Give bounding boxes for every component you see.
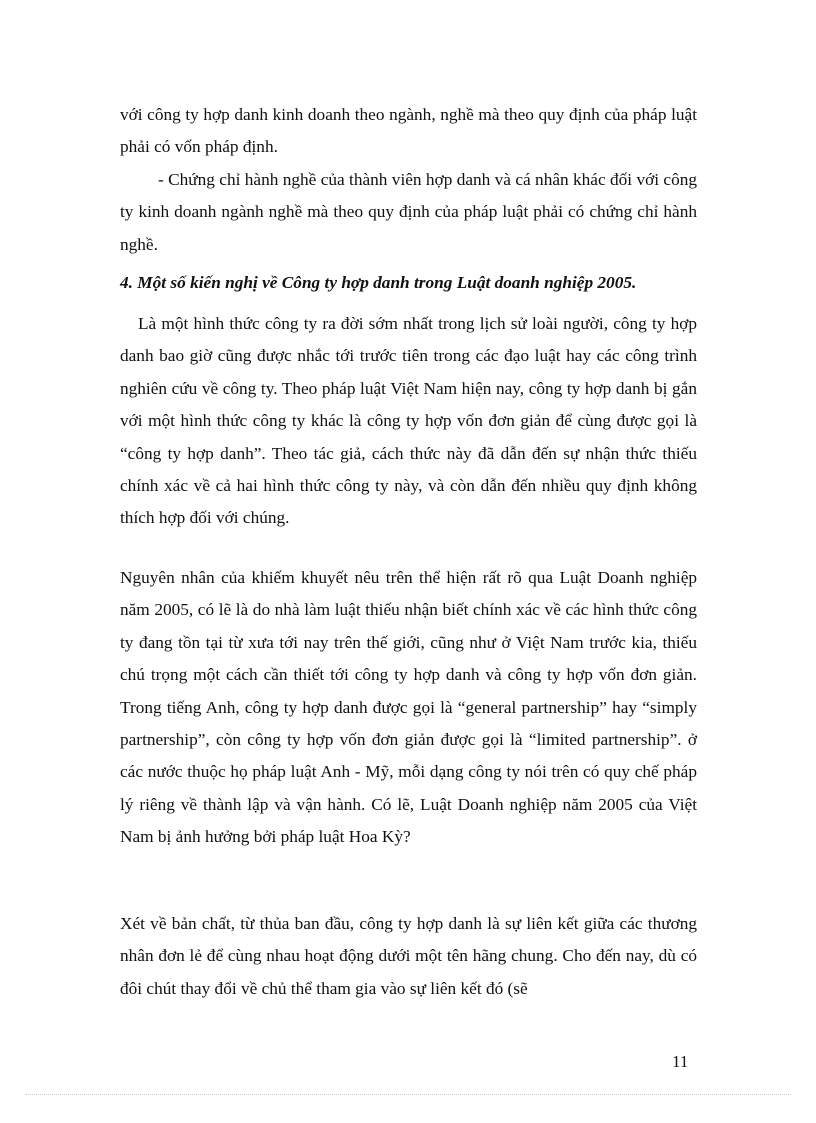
page-number: 11	[672, 1052, 689, 1071]
section-heading: 4. Một số kiến nghị về Công ty hợp danh trong Luật doanh nghiệp 2005.	[120, 273, 637, 292]
page-bottom-divider	[25, 1094, 791, 1095]
paragraph-nature: Xét về bản chất, từ thủa ban đầu, công ty hợp danh là sự liên kết giữa các thương nhân đơn lẻ để cùng nhau hoạt động dưới một tên hãng chung. Cho đến nay, dù có đôi chút thay đổi về chủ thể tham gia vào sự liên kết đó (sẽ	[120, 914, 697, 998]
paragraph-introduction: Là một hình thức công ty ra đời sớm nhất trong lịch sử loài người, công ty hợp danh bao giờ cũng được nhắc tới trước tiên trong các đạo luật hay các công trình nghiên cứu về công ty. Theo pháp luật Việt Nam hiện nay, công ty hợp danh bị gắn với một hình thức công ty khác là công ty hợp vốn đơn giản để cùng được gọi là “công ty hợp danh”. Theo tác giả, cách thức này đã dẫn đến sự nhận thức thiếu chính xác về cả hai hình thức công ty này, và còn dẫn đến nhiều quy định không thích hợp đối với chúng.	[120, 314, 697, 528]
paragraph-causes: Nguyên nhân của khiếm khuyết nêu trên thể hiện rất rõ qua Luật Doanh nghiệp năm 2005, có lẽ là do nhà làm luật thiếu nhận biết chính xác về các hình thức công ty đang tồn tại từ xưa tới nay trên thế giới, cũng như ở Việt Nam trước kia, thiếu chú trọng một cách cần thiết tới công ty hợp danh và công ty hợp vốn đơn giản. Trong tiếng Anh, công ty hợp danh được gọi là “general partnership” hay “simply partnership”, còn công ty hợp vốn đơn giản được gọi là “limited partnership”. ở các nước thuộc họ pháp luật Anh - Mỹ, mỗi dạng công ty nói trên có quy chế pháp lý riêng về thành lập và vận hành. Có lẽ, Luật Doanh nghiệp năm 2005 của Việt Nam bị ảnh hưởng bởi pháp luật Hoa Kỳ?	[120, 568, 697, 847]
paragraph-practice-certificate: - Chứng chỉ hành nghề của thành viên hợp danh và cá nhân khác đối với công ty kinh doanh ngành nghề mà theo quy định của pháp luật phải có chứng chỉ hành nghề.	[120, 170, 697, 254]
paragraph-capital-requirement: với công ty hợp danh kinh doanh theo ngành, nghề mà theo quy định của pháp luật phải có vốn pháp định.	[120, 105, 697, 157]
